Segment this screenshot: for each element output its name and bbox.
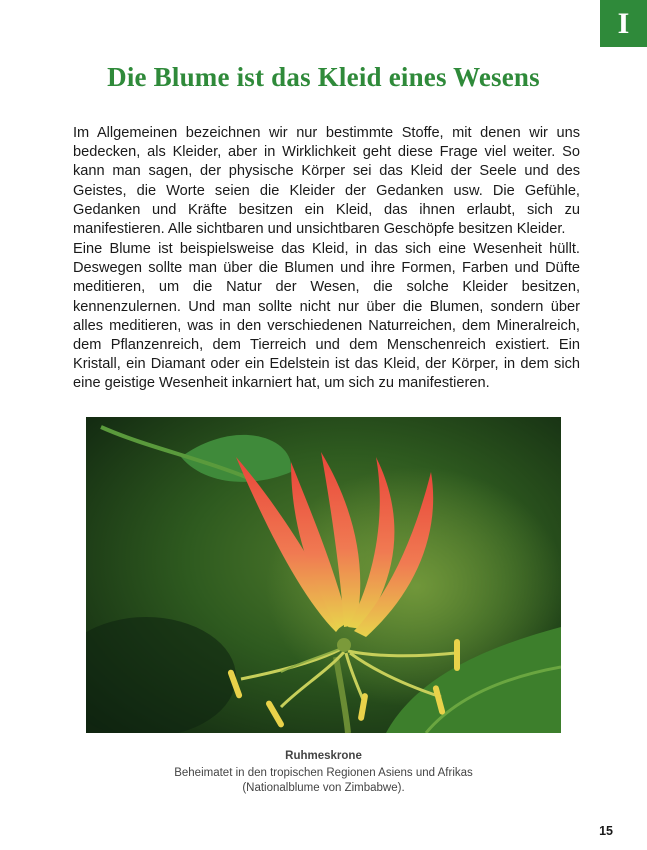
gloriosa-flower-illustration — [86, 417, 561, 733]
caption-line-2: (Nationalblume von Zimbabwe). — [242, 782, 405, 794]
caption-title: Ruhmeskrone — [285, 750, 362, 762]
flower-photo — [86, 417, 561, 733]
body-paragraph-2: Eine Blume ist beispielsweise das Kleid, in das sich eine Wesenheit hüllt. Deswegen sollte man über die Blumen und ihre Formen, Farben und Düfte meditieren, um die Natur der Wesen, die solche Kleider besitzen, kennenzulernen. Und man sollte nicht nur über die Blumen, sondern über alles meditieren, was in den verschiedenen Naturreichen, dem Mineralreich, dem Pflanzenreich, dem Tierreich und dem Menschenreich existiert. Ein Kristall, ein Diamant oder ein Edelstein ist das Kleid, der Körper, in dem sich eine geistige Wesenheit inkarniert hat, um sich zu manifestieren. — [73, 241, 580, 392]
body-paragraph-1: Im Allgemeinen bezeichnen wir nur bestimmte Stoffe, mit denen wir uns bedecken, als Kleider, aber in Wirklichkeit geht diese Frage viel weiter. So kann man sagen, der physische Körper sei das Kleid der Seele und des Geistes, die Worte seien die Kleider der Gedanken usw. Die Gefühle, Gedanken und Kräfte besitzen ein Kleid, das ihnen erlaubt, sich zu manifestieren. Alle sichtbaren und unsichtbaren Geschöpfe besitzen Kleider. — [73, 125, 580, 238]
page-number: 15 — [599, 824, 613, 838]
page-title: Die Blume ist das Kleid eines Wesens — [107, 62, 540, 92]
caption-line-1: Beheimatet in den tropischen Regionen Asiens und Afrikas — [174, 767, 473, 779]
chapter-tab: I — [600, 0, 647, 47]
